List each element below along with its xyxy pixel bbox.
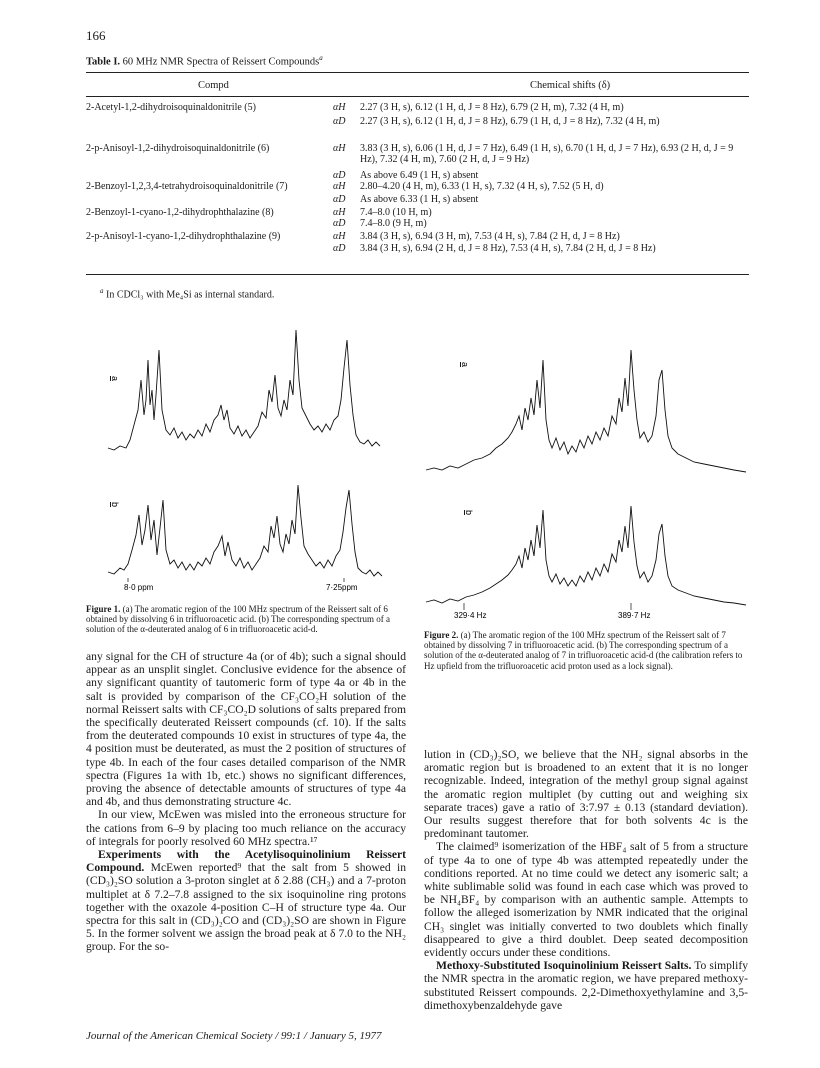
left-column: [86, 650, 406, 954]
table-cell-shifts: 2.80–4.20 (4 H, m), 6.33 (1 H, s), 7.32 (4 H, s), 7.52 (5 H, d): [360, 181, 604, 192]
figure2-spectra: [424, 320, 754, 620]
table-cell-label: αD: [333, 194, 346, 205]
left-paragraph-1: any signal for the CH of structure 4a (or of 4b); such a signal should appear as an unsplit singlet. Conclusive evidence for the absence of any significant quantity of tautomeric form of type 4a or 4b in the salt is provided by comparison of the CF₃CO₂H solution of the normal Reissert salts with CF₃CO₂D solutions of salts prepared from the specifically deuterated Reissert compounds (cf. 10). If the salts from the deuterated compounds 10 exist in structures of type 4a, the 4 position must be deuterated, as must the 2 position of structures of type 4b. In each of the four cases detailed comparison of the NMR spectra (Figures 1a with 1b, etc.) shows no significant differences, proving the absence of detectable amounts of structures of type 4a and 4b, and thus demonstrating structure 4c.: [86, 650, 406, 809]
table-cell-shifts: 3.84 (3 H, s), 6.94 (2 H, d, J = 8 Hz), 7.53 (4 H, s), 7.84 (2 H, d, J = 8 Hz): [360, 243, 656, 254]
right-column: [424, 748, 748, 1012]
figure2-caption: [424, 630, 754, 671]
table-footnote-mark: a: [100, 287, 104, 295]
table-title: [86, 54, 323, 68]
table-cell-shifts: 2.27 (3 H, s), 6.12 (1 H, d, J = 8 Hz), 6.79 (2 H, m), 7.32 (4 H, m): [360, 102, 624, 113]
left-paragraph-3: [86, 848, 406, 954]
figure1-spectra: [86, 320, 416, 600]
right-paragraph-3-text: To simplify the NMR spectra in the aromatic region, we have prepared methoxy-substituted Reissert compounds. 2,2-Dimethoxyethylamine and 3,5-dimethoxybenzaldehyde gave: [424, 959, 748, 1012]
table-cell-compd: 2-Acetyl-1,2-dihydroisoquinaldonitrile (5): [86, 102, 256, 113]
table-cell-shifts: 3.83 (3 H, s), 6.06 (1 H, d, J = 7 Hz), 6.49 (1 H, s), 6.70 (1 H, d, J = 7 Hz), 6.93 (2 H, d, J = 9 Hz), 7.32 (4 H, m), 7.60 (2 H, d, J = 9 Hz): [360, 143, 734, 165]
figure2-caption-text: (a) The aromatic region of the 100 MHz spectrum of the Reissert salt of 7 obtained by dissolving 7 in trifluoroacetic acid. (b) The corresponding spectrum of a solution of the α-deuterated analog of 7 in trifluoroacetic acid-d (the calibration refers to Hz upfield from the trifluoroacetic acid proton used as a lock signal).: [424, 630, 743, 671]
figure2-axis-right: 389·7 Hz: [618, 611, 651, 620]
figure2-axis-left: 329·4 Hz: [454, 611, 487, 620]
section-heading-acetyl: Experiments with the Acetylisoquinolinium Reissert Compound.: [86, 848, 406, 875]
table-header-compd: Compd: [198, 80, 229, 91]
table-cell-compd: 2-p-Anisoyl-1,2-dihydroisoquinaldonitrile (6): [86, 143, 270, 154]
table-cell-shifts: As above 6.49 (1 H, s) absent: [360, 170, 479, 181]
figure2-svg: [424, 320, 754, 620]
table-cell-shifts: 7.4–8.0 (10 H, m): [360, 207, 432, 218]
table-bottom-rule: [86, 274, 749, 275]
right-paragraph-1: lution in (CD₃)₂SO, we believe that the NH₂ signal absorbs in the aromatic region but is broadened to an extent that it is no longer recognizable. Indeed, integration of the methyl group signal against the aromatic region multiplet (by cutting out and weighing six separate traces) gave a ratio of 3:7.97 ± 0.13 (standard deviation). Our results suggest therefore that for both solvents 4c is the predominant tautomer.: [424, 748, 748, 841]
figure1-caption: [86, 604, 416, 635]
table-cell-compd: 2-Benzoyl-1-cyano-1,2-dihydrophthalazine (8): [86, 207, 274, 218]
table-header-rule: [86, 96, 749, 97]
table-cell-shifts: 7.4–8.0 (9 H, m): [360, 218, 427, 229]
table-footnote: [100, 287, 274, 300]
table-cell-label: αH: [333, 207, 346, 218]
figure2-caption-label: Figure 2.: [424, 630, 459, 640]
table-cell-compd: 2-Benzoyl-1,2,3,4-tetrahydroisoquinaldonitrile (7): [86, 181, 288, 192]
table-cell-label: αD: [333, 116, 346, 127]
table-cell-label: αD: [333, 170, 346, 181]
figure1-axis-left: 8·0 ppm: [124, 583, 154, 592]
table-footnote-text: In CDCl₃ with Me₄Si as internal standard.: [106, 289, 275, 301]
table-title-text: 60 MHz NMR Spectra of Reissert Compounds: [120, 56, 320, 68]
page-number: 166: [86, 28, 106, 43]
journal-footer: Journal of the American Chemical Society / 99:1 / January 5, 1977: [86, 1030, 382, 1042]
table-cell-label: αH: [333, 102, 346, 113]
table-cell-shifts: 2.27 (3 H, s), 6.12 (1 H, d, J = 8 Hz), 6.79 (1 H, d, J = 8 Hz), 7.32 (4 H, m): [360, 116, 660, 127]
figure1-svg: [86, 320, 416, 600]
figure1-caption-text: (a) The aromatic region of the 100 MHz spectrum of the Reissert salt of 6 obtained by dissolving 6 in trifluoroacetic acid. (b) The corresponding spectrum of a solution of the α-deuterated analog of 6 in trifluoroacetic acid-d.: [86, 604, 391, 635]
table-title-footnote-mark: a: [319, 54, 323, 62]
left-paragraph-3-text: McEwen reported⁹ that the salt from 5 showed in (CD₃)₂SO solution a 3-proton singlet at δ 2.88 (CH₃) and a 7-proton multiplet at δ 7.2–7.8 assigned to the six isoquinoline ring protons together with the oxazole 4-position C–H of structure type 4a. Our spectra for this salt in (CD₃)₂CO and (CD₃)₂SO are shown in Figure 5. In the former solvent we assign the broad peak at δ 7.0 to the NH₂ group. For the so-: [86, 861, 406, 954]
figure1-label-a: a: [110, 376, 120, 382]
table-cell-label: αD: [333, 243, 346, 254]
figure1-trace-a: [108, 330, 380, 450]
table-title-label: Table I.: [86, 56, 121, 68]
right-paragraph-3: [424, 959, 748, 1012]
figure2-label-a: a: [460, 362, 470, 368]
table-cell-label: αH: [333, 143, 346, 154]
section-heading-methoxy: Methoxy-Substituted Isoquinolinium Reissert Salts.: [436, 959, 692, 973]
left-paragraph-2: In our view, McEwen was misled into the erroneous structure for the cations from 6–9 by placing too much reliance on the accuracy of integrals for poorly resolved 60 MHz spectra.¹⁷: [86, 808, 406, 848]
right-paragraph-2: The claimed⁹ isomerization of the HBF₄ salt of 5 from a structure of type 4a to one of type 4b was attempted repeatedly under the conditions reported. At no time could we detect any isomeric salt; a white sublimable solid was found in each case which was proved to be NH₄BF₄ by comparison with an authentic sample. Attempts to follow the alleged isomerization by NMR indicated that the original CH₃ singlet was initially converted to two doublets which finally disappeared to give a third doublet. Deep seated decomposition evidently occurs under these conditions.: [424, 840, 748, 960]
table-cell-shifts: As above 6.33 (1 H, s) absent: [360, 194, 479, 205]
figure1-axis-right: 7·25ppm: [326, 583, 358, 592]
table-header-shifts: Chemical shifts (δ): [530, 80, 611, 91]
table-cell-label: αH: [333, 181, 346, 192]
table-cell-shifts: 3.84 (3 H, s), 6.94 (3 H, m), 7.53 (4 H, s), 7.84 (2 H, d, J = 8 Hz): [360, 231, 620, 242]
figure1-label-b: b: [110, 502, 120, 508]
table-top-rule: [86, 72, 749, 73]
table-cell-label: αD: [333, 218, 346, 229]
figure2-label-b: b: [464, 510, 474, 516]
figure2-trace-a: [426, 350, 746, 472]
table-cell-label: αH: [333, 231, 346, 242]
table-cell-compd: 2-p-Anisoyl-1-cyano-1,2-dihydrophthalazine (9): [86, 231, 281, 242]
figure1-trace-b: [108, 485, 382, 576]
figure2-trace-b: [426, 506, 746, 605]
figure1-caption-label: Figure 1.: [86, 604, 121, 614]
